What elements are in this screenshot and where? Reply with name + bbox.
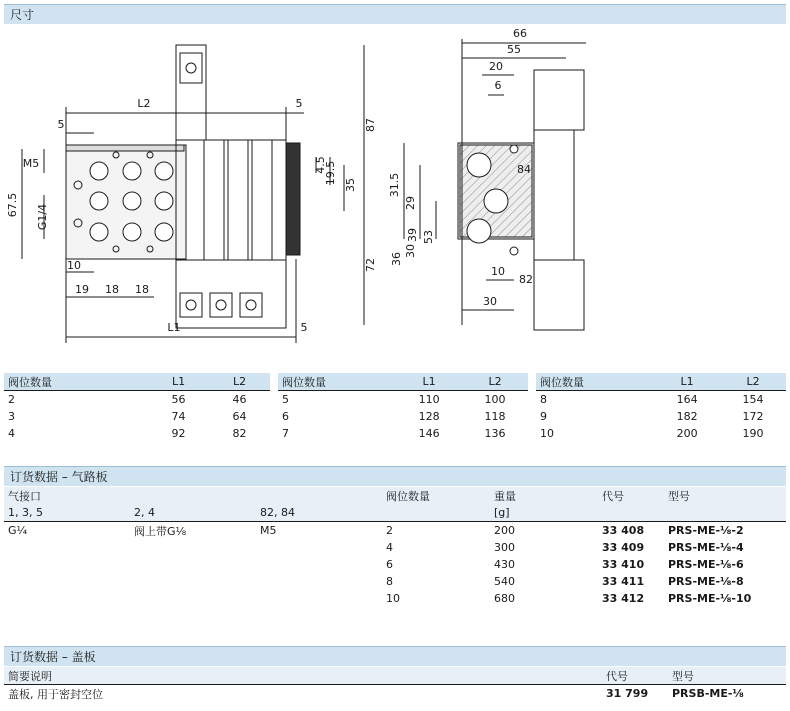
cell: 6 [282,410,289,423]
port-col: 1, 3, 5 [8,506,43,519]
port-col: 2, 4 [134,506,155,519]
cell: 10 [386,592,400,605]
valve-table-2 [278,373,528,442]
port-value: G¼ [4,522,130,540]
side-dim-label: 53 [422,230,435,244]
cell: 9 [540,410,547,423]
front-dim-label: 19.5 [324,160,337,186]
col-desc: 简要说明 [8,669,52,683]
front-dim-label: L1 [167,321,181,334]
side-dim-label: 30 [483,295,497,308]
cell: 182 [676,410,698,423]
col-l2: L2 [720,373,786,391]
cell: 540 [494,575,515,588]
cell: 6 [386,558,393,571]
cell: 33 412 [602,592,645,605]
front-dim-label: 72 [364,258,377,272]
front-dim-label: 18 [105,283,119,296]
cell: 74 [171,410,186,423]
side-dim-label: 55 [507,43,521,56]
cell: 2 [4,391,148,409]
cell: 3 [8,410,15,423]
front-dim-label: 5 [57,118,65,131]
cell: 300 [494,541,515,554]
col-l1: L1 [396,373,462,391]
col-type: 型号 [668,489,690,503]
cell: 164 [654,391,720,409]
front-dim-label: 4.5 [314,156,327,174]
cell: 200 [490,522,598,540]
port-header: 气接口 [8,489,41,503]
cell: 64 [232,410,247,423]
side-dim-label: 36 [390,252,403,266]
front-dim-label: L2 [137,97,151,110]
col-l2: L2 [462,373,528,391]
col-l1: L1 [654,373,720,391]
side-dim-label: 10 [491,265,505,278]
cell: 56 [148,391,209,409]
cell: 154 [720,391,786,409]
cell: 200 [676,427,698,440]
front-dim-label: 87 [364,118,377,132]
front-dim-label: 35 [344,178,357,192]
valve-table-1 [4,373,270,442]
side-dim-label: 6 [494,79,502,92]
cell: 8 [536,391,654,409]
cell: 172 [742,410,764,423]
cover-desc: 盖板, 用于密封空位 [4,685,602,703]
side-dim-label: 30 [404,244,417,258]
front-dim-label: 10 [67,259,81,272]
cell: 430 [494,558,515,571]
col-l2: L2 [209,373,270,391]
cell: 136 [484,427,506,440]
dimension-drawing [4,25,786,365]
cell: PRS-ME-⅛-4 [668,541,744,554]
cell: 82 [232,427,247,440]
cell: 110 [396,391,462,409]
valve-table-3 [536,373,786,442]
cell: 33 411 [602,575,645,588]
port-value: 阀上带G⅛ [130,522,256,540]
col-positions: 阀位数量 [4,373,148,391]
port-value: M5 [256,522,382,540]
col-l1: L1 [148,373,209,391]
side-dim-label: 31.5 [388,172,401,198]
side-dim-label: 84 [517,163,531,176]
cell: 33 410 [602,558,645,571]
side-dim-label: 20 [489,60,503,73]
section-title-order-manifold: 订货数据 – 气路板 [4,466,786,486]
side-dim-label: 66 [513,27,527,40]
cell: PRS-ME-⅛-2 [664,522,786,540]
cell: 46 [209,391,270,409]
order-cover-table [4,667,786,702]
cell: 4 [8,427,15,440]
cell: PRS-ME-⅛-6 [668,558,744,571]
cell: 33 408 [598,522,664,540]
front-dim-label: G1/4 [36,203,49,231]
cell: 33 409 [602,541,645,554]
cell: 118 [484,410,506,423]
cell: PRS-ME-⅛-10 [668,592,752,605]
col-positions: 阀位数量 [278,373,396,391]
cell: 128 [418,410,440,423]
front-dim-label: 67.5 [6,192,19,218]
cover-code: 31 799 [602,685,668,703]
col-positions: 阀位数量 [386,489,430,503]
port-col: 82, 84 [260,506,295,519]
cell: 100 [462,391,528,409]
cell: PRS-ME-⅛-8 [668,575,744,588]
col-code: 代号 [602,489,624,503]
front-dim-label: 18 [135,283,149,296]
cell: 10 [540,427,554,440]
side-dim-label: 82 [519,273,533,286]
col-weight-unit: [g] [494,506,510,519]
cell: 146 [418,427,440,440]
cell: 8 [386,575,393,588]
col-type: 型号 [672,669,694,683]
front-dim-label: 5 [300,321,308,334]
col-weight: 重量 [494,489,516,503]
section-title-dimensions: 尺寸 [4,4,786,24]
front-dim-label: 5 [295,97,303,110]
cover-type: PRSB-ME-⅛ [668,685,786,703]
cell: 2 [382,522,490,540]
cell: 4 [386,541,393,554]
order-manifold-table [4,487,786,607]
cell: 680 [494,592,515,605]
cell: 7 [282,427,289,440]
cell: 190 [742,427,764,440]
side-dim-label: 39 [406,228,419,242]
col-positions: 阀位数量 [536,373,654,391]
side-dim-label: 29 [404,196,417,210]
front-dim-label: 19 [75,283,89,296]
front-dim-label: M5 [22,157,40,170]
cell: 92 [171,427,186,440]
cell: 5 [278,391,396,409]
col-code: 代号 [606,669,628,683]
section-title-order-cover: 订货数据 – 盖板 [4,646,786,666]
